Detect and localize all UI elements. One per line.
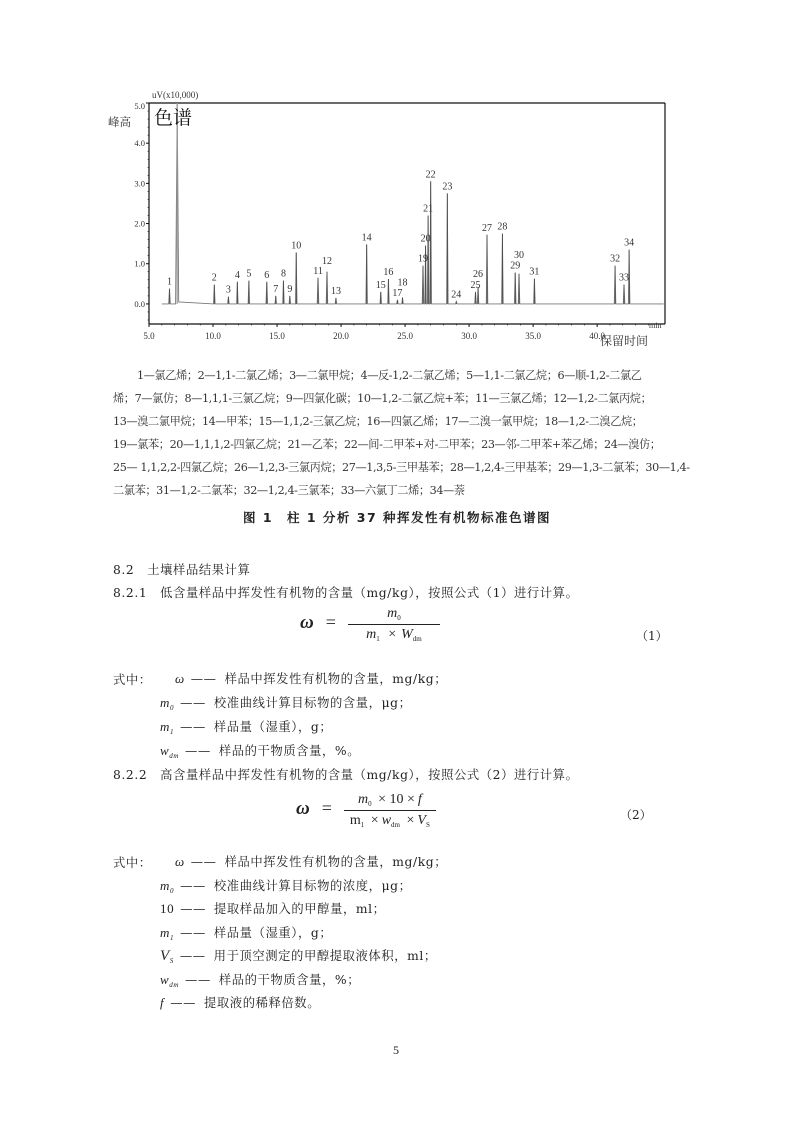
dash: ——	[180, 902, 206, 916]
symbol: ω	[175, 854, 185, 869]
definition-item	[160, 694, 412, 712]
symbol: m	[160, 924, 170, 940]
dash: ——	[185, 744, 211, 758]
peak-label: 8	[280, 268, 286, 280]
x-tick-label: 10.0	[205, 331, 221, 341]
legend-line: 25— 1,1,2,2-四氯乙烷；26—1,2,3-三氯丙烷；27—1,3,5-三甲基苯；28—1,2,4-三甲基苯；29—1,3-二氯苯；30—1,4-	[113, 461, 690, 474]
symbol: V	[160, 948, 170, 964]
definition-text: 样品中挥发性有机物的含量，mg/kg；	[224, 855, 448, 869]
fraction	[348, 606, 440, 643]
x-tick-label: 20.0	[333, 331, 349, 341]
page-number: 5	[393, 1043, 399, 1057]
definition-text: 提取液的稀释倍数。	[204, 996, 321, 1010]
times-sign: ×	[406, 813, 415, 828]
peak-label: 17	[392, 287, 403, 299]
peak-label: 33	[619, 272, 630, 284]
symbol-subscript: dm	[169, 980, 180, 989]
times-sign: ×	[388, 627, 397, 642]
peak-label: 24	[451, 289, 462, 301]
x-tick-label: 35.0	[525, 331, 541, 341]
denominator-symbol: w	[381, 813, 392, 828]
section-heading: 8.2 土壤样品结果计算	[113, 563, 251, 577]
x-tick-label: 30.0	[461, 331, 477, 341]
denominator-subscript: dm	[391, 821, 400, 829]
legend-line: 二氯苯；31—1,2-二氯苯；32—1,2,4-三氯苯；33—六氯丁二烯；34—萘	[113, 484, 465, 497]
numerator-subscript: 0	[397, 614, 401, 622]
peak-label: 10	[291, 240, 302, 252]
chart-axes	[134, 101, 665, 341]
peak-label: 11	[313, 265, 323, 277]
definition-item	[160, 924, 332, 942]
peak-label: 9	[287, 283, 293, 295]
symbol: w	[160, 743, 170, 758]
equation-number: （1）	[636, 629, 668, 643]
y-tick-label: 3.0	[134, 178, 145, 189]
y-unit-label: uV(x10,000)	[152, 90, 199, 100]
x-axis-label: 保留时间	[600, 334, 649, 348]
y-tick-label: 2.0	[134, 218, 145, 229]
peak-label: 1	[166, 276, 172, 288]
legend-line: 19—氯苯；20—1,1,1,2-四氯乙烷；21—乙苯；22—间-二甲苯+对-二甲苯；23—邻-二甲苯+苯乙烯；24—溴仿；	[113, 438, 661, 451]
numerator-symbol: m	[387, 606, 398, 621]
peak-label: 2	[211, 272, 217, 284]
symbol: m	[160, 695, 170, 710]
definition-text: 样品的干物质含量，%。	[218, 744, 361, 758]
paragraph-8-2-2: 8.2.2 高含量样品中挥发性有机物的含量（mg/kg），按照公式（2）进行计算。	[113, 768, 579, 782]
y-axis-label: 峰高	[108, 115, 131, 129]
peak-label: 26	[473, 269, 484, 281]
numerator-symbol: f	[417, 792, 422, 807]
symbol: f	[160, 995, 165, 1010]
definition-text: 用于顶空测定的甲醇提取液体积，ml；	[213, 949, 437, 963]
symbol: w	[160, 971, 170, 987]
numerator-operator: × 10 ×	[378, 792, 415, 807]
y-tick-label: 4.0	[134, 138, 145, 149]
peak-label: 25	[470, 279, 481, 291]
peak-label: 3	[225, 284, 231, 296]
numerator-subscript: 0	[368, 800, 372, 808]
paragraph-8-2-1: 8.2.1 低含量样品中挥发性有机物的含量（mg/kg），按照公式（1）进行计算。	[113, 586, 579, 600]
figure-caption: 图 1 柱 1 分析 37 种挥发性有机物标准色谱图	[242, 510, 552, 525]
peak-label: 4	[234, 269, 240, 281]
symbol-subscript: 0	[170, 704, 175, 712]
peak-label: 16	[383, 266, 394, 278]
definition-text: 提取样品加入的甲醇量，ml；	[214, 902, 386, 916]
peak-label: 7	[273, 283, 279, 295]
peak-label: 31	[529, 266, 540, 278]
peak-label: 29	[510, 260, 521, 272]
definition-text: 校准曲线计算目标物的浓度，μg；	[213, 878, 412, 893]
peak-label: 30	[514, 249, 525, 261]
dash: ——	[179, 949, 206, 963]
denominator-subscript: 1	[376, 635, 380, 643]
definition-item	[160, 742, 360, 760]
denominator-subscript: S	[425, 821, 430, 829]
formula-1	[300, 606, 440, 643]
definition-text: 样品量（湿重），g；	[213, 925, 333, 940]
definition-item	[175, 853, 447, 871]
definition-item	[160, 877, 412, 895]
peak-label: 6	[264, 269, 270, 281]
omega-symbol: ω	[300, 612, 314, 634]
dash: ——	[170, 996, 197, 1010]
times-sign: ×	[370, 813, 379, 828]
peak-label: 32	[610, 253, 621, 265]
where-label: 式中：	[113, 673, 152, 687]
definition-item	[160, 900, 386, 918]
peak-label: 20	[420, 233, 431, 245]
definition-item	[175, 670, 447, 688]
figure-legend	[113, 364, 690, 502]
definition-text: 校准曲线计算目标物的含量，μg；	[213, 696, 412, 710]
denominator-symbol: V	[417, 813, 426, 828]
legend-line: 13—溴二氯甲烷；14—甲苯；15—1,1,2-三氯乙烷；16—四氯乙烯；17—二溴一氯甲烷；18—1,2-二溴乙烷；	[113, 415, 643, 428]
peak-label: 5	[246, 268, 252, 280]
definition-item	[160, 718, 332, 736]
dash: ——	[185, 972, 211, 987]
definition-text: 样品量（湿重），g；	[213, 720, 333, 734]
x-tick-label: 40.0	[589, 331, 606, 341]
legend-line: 烯；7—氯仿；8—1,1,1-三氯乙烷；9—四氯化碳；10—1,2-二氯乙烷+苯；11—三氯乙烯；12—1,2-二氯丙烷；	[113, 392, 652, 405]
symbol-subscript: dm	[169, 752, 180, 760]
symbol: m	[160, 877, 170, 893]
dash: ——	[180, 720, 206, 734]
peak-label: 12	[321, 255, 332, 267]
fraction	[344, 792, 436, 829]
dash: ——	[180, 696, 206, 710]
peak-label: 13	[330, 285, 341, 297]
peak-label: 22	[425, 169, 436, 181]
y-tick-label: 1.0	[134, 258, 145, 269]
symbol: 10	[160, 901, 175, 916]
peak-label: 14	[361, 232, 372, 244]
denominator-symbol: m	[366, 627, 377, 642]
chromatogram-chart	[100, 88, 700, 358]
peak-labels	[167, 169, 634, 300]
peak-label: 28	[497, 221, 508, 233]
definition-item	[160, 971, 360, 989]
equation-number: （2）	[620, 808, 652, 822]
y-tick-label: 5.0	[134, 101, 145, 111]
equals-sign: =	[321, 798, 332, 819]
peak-label: 18	[397, 277, 408, 289]
symbol: m	[160, 719, 170, 734]
x-tick-label: 25.0	[397, 331, 413, 341]
denominator-symbol: m	[349, 813, 361, 828]
peak-label: 23	[442, 181, 453, 193]
dash: ——	[180, 925, 206, 940]
where-label: 式中：	[113, 856, 152, 870]
peak-label: 27	[482, 222, 493, 234]
peak-label: 15	[375, 279, 386, 291]
legend-line: 1—氯乙烯；2—1,1-二氯乙烯；3—二氯甲烷；4—反-1,2-二氯乙烯；5—1,1-二氯乙烷；6—顺-1,2-二氯乙	[137, 369, 642, 382]
numerator-symbol: m	[357, 792, 369, 807]
symbol-subscript: S	[169, 957, 174, 965]
dash: ——	[180, 878, 206, 893]
definition-item	[160, 947, 437, 965]
equals-sign: =	[325, 612, 336, 633]
peak-label: 19	[418, 253, 429, 265]
dash: ——	[190, 672, 217, 686]
denominator-subscript: 1	[360, 821, 365, 829]
definition-text: 样品中挥发性有机物的含量，mg/kg；	[224, 672, 448, 686]
omega-symbol: ω	[296, 798, 310, 820]
chart-title: 色谱	[154, 107, 193, 129]
symbol-subscript: 1	[170, 933, 175, 942]
peak-label: 21	[423, 203, 434, 215]
definition-text: 样品的干物质含量，%；	[218, 972, 361, 987]
symbol-subscript: 1	[170, 728, 175, 736]
symbol-subscript: 0	[170, 886, 175, 895]
x-unit-label: min	[649, 321, 662, 330]
y-tick-label: 0.0	[134, 298, 145, 309]
definition-item	[160, 994, 320, 1012]
x-tick-label: 5.0	[143, 331, 155, 341]
x-tick-label: 15.0	[269, 331, 285, 341]
formula-2	[296, 792, 436, 829]
denominator-subscript: dm	[412, 635, 422, 643]
symbol: ω	[175, 671, 185, 686]
dash: ——	[190, 855, 217, 869]
denominator-symbol: W	[401, 627, 413, 642]
peak-label: 34	[624, 237, 635, 249]
